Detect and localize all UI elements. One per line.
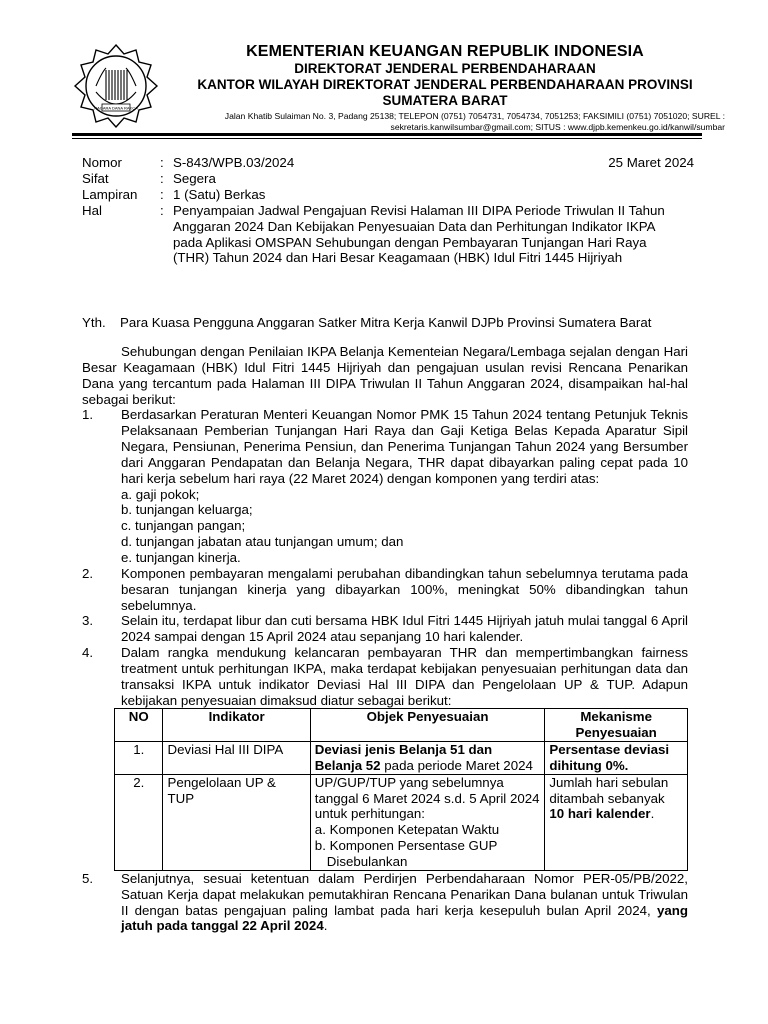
mekanisme-bold: 10 hari kalender [549,806,651,822]
letter-body [82,344,688,934]
table-row [115,774,688,870]
addressee [82,315,702,331]
header-indikator: Indikator [163,709,310,742]
lampiran-label: Lampiran [82,186,138,202]
cell-mekanisme: Persentase deviasi dihitung 0%. [545,742,688,775]
mekanisme-text: Jumlah hari sebulan ditambah sebanyak [549,774,669,806]
hal-value: Penyampaian Jadwal Pengajuan Revisi Halaman III DIPA Periode Triwulan II Tahun Anggaran 2024 Dan Kebijakan Penyesuaian Data dan Perhitungan Indikator IKPA pada Aplikasi OMSPAN Sehubungan dengan Pembayaran Tunjangan Hari Raya (THR) Tahun 2024 dan Hari Besar Keagamaan (HBK) Idul Fitri 1445 Hijriyah [173,202,665,266]
list-item-3 [82,613,688,645]
lampiran-value: 1 (Satu) Berkas [173,186,266,202]
meta-nomor [82,155,694,171]
objek-bold: Deviasi jenis Belanja 51 dan Belanja 52 [314,742,493,773]
letter-date: 25 Maret 2024 [608,155,694,170]
item-number: 1. [82,407,94,423]
item-text-container [121,871,688,934]
sub-item-a: a. gaji pokok; [121,486,200,502]
header-divider-thick [72,133,702,136]
item-number: 2. [82,565,94,581]
item-text: Selain itu, terdapat libur dan cuti bersama HBK Idul Fitri 1445 Hijriyah jatuh mulai tanggal 6 April 2024 sampai dengan 15 April 2024 atau sepanjang 10 hari kalender. [121,613,688,645]
objek-line1: UP/GUP/TUP yang sebelumnya tanggal 6 Maret 2024 s.d. 5 April 2024 untuk perhitungan: [314,774,540,822]
sub-item-b: b. tunjangan keluarga; [121,502,253,518]
letterhead [165,42,725,133]
header-no: NO [115,709,163,742]
meta-sifat [82,171,694,187]
colon: : [160,202,164,218]
list-item-4 [82,645,688,708]
hal-label: Hal [82,202,102,218]
list-item-2 [82,566,688,614]
letter-meta [82,155,694,266]
header-mekanisme: Mekanisme Penyesuaian [545,709,688,742]
item-text: Berdasarkan Peraturan Menteri Keuangan Nomor PMK 15 Tahun 2024 tentang Petunjuk Teknis Pelaksanaan Pemberian Tunjangan Hari Raya dan Gaji Ketiga Belas Kepada Aparatur Sipil Negara, Pensiunan, Penerima Pensiun, dan Penerima Tunjangan Tahun 2024 yang Bersumber dari Anggaran Pendapatan dan Belanja Negara, THR dapat dibayarkan paling cepat pada 10 hari kerja sebelum hari raya (22 Maret 2024) dengan komponen yang terdiri atas: [121,407,688,486]
office-name-line1: KANTOR WILAYAH DIREKTORAT JENDERAL PERBENDAHARAAN PROVINSI [197,77,693,92]
directorate-name: DIREKTORAT JENDERAL PERBENDAHARAAN [294,61,596,76]
header-divider-thin [72,138,702,139]
addressee-value: Para Kuasa Pengguna Anggaran Satker Mitra Kerja Kanwil DJPb Provinsi Sumatera Barat [120,315,652,330]
nomor-label: Nomor [82,155,122,170]
table-row [115,742,688,775]
address-line2: sekretaris.kanwilsumbar@gmail.com; SITUS : www.djpb.kemenkeu.go.id/kanwil/sumbar [390,122,725,132]
list-item-5 [82,871,688,934]
intro-paragraph: Sehubungan dengan Penilaian IKPA Belanja Kementeian Negara/Lembaga sejalan dengan Hari Besar Keagamaan (HBK) Idul Fitri 1445 Hijriyah dan pengajuan usulan revisi Rencana Penarikan Dana yang tercantum pada Halaman III DIPA Triwulan II Tahun Anggaran 2024, disampaikan hal-hal sebagai berikut: [82,344,688,407]
item-number: 5. [82,870,94,886]
mekanisme-end: . [650,806,655,822]
colon: : [160,170,164,186]
cell-no: 1. [115,742,163,775]
ministry-name: KEMENTERIAN KEUANGAN REPUBLIK INDONESIA [246,43,644,60]
sifat-label: Sifat [82,170,109,186]
objek-b2: Disebulankan [326,854,408,869]
cell-indikator: Pengelolaan UP & TUP [163,774,310,870]
meta-lampiran [82,187,694,203]
cell-objek [310,742,545,775]
adjustment-table [114,708,688,870]
cell-mekanisme [545,774,688,870]
objek-rest: pada periode Maret 2024 [380,757,533,773]
item-number: 3. [82,613,94,629]
deadline-bold: yang jatuh pada tanggal 22 April 2024 [121,902,688,934]
cell-no: 2. [115,774,163,870]
colon: : [160,155,164,170]
addressee-label: Yth. [82,315,106,330]
logo-motto: NAGARA DANA RAKCA [94,105,138,111]
cell-objek [310,774,545,870]
office-name-line2: SUMATERA BARAT [382,93,508,108]
sifat-value: Segera [173,170,216,186]
item-text: Selanjutnya, sesuai ketentuan dalam Perdirjen Perbendaharaan Nomor PER-05/PB/2022, Satuan Kerja dapat melakukan pemutakhiran Rencana Penarikan Dana bulanan untuk Triwulan II dengan batas pengajuan paling lambat pada hari kerja kesepuluh bulan April 2024, [121,870,688,918]
sub-item-d: d. tunjangan jabatan atau tunjangan umum; dan [121,534,404,550]
item-end: . [323,918,328,934]
cell-indikator: Deviasi Hal III DIPA [163,742,310,775]
nomor-value: S-843/WPB.03/2024 [173,155,295,170]
item-number: 4. [82,645,94,661]
table-header-row [115,709,688,742]
header-objek: Objek Penyesuaian [310,709,545,742]
objek-b: b. Komponen Persentase GUP [314,838,498,854]
sub-item-c: c. tunjangan pangan; [121,518,246,534]
address-line1: Jalan Khatib Sulaiman No. 3, Padang 25138; TELEPON (0751) 7054731, 7054734, 7051253; FAKSIMILI (0751) 7051020; SUREL : [224,111,725,121]
sub-item-e: e. tunjangan kinerja. [121,549,241,565]
meta-hal [82,203,694,267]
ministry-logo-icon [72,42,160,130]
colon: : [160,186,164,202]
item-text: Komponen pembayaran mengalami perubahan dibandingkan tahun sebelumnya terutama pada besaran tunjangan kinerja yang dibayarkan 100%, meningkat 50% dibandingkan tahun sebelumnya. [121,565,688,613]
item-text: Dalam rangka mendukung kelancaran pembayaran THR dan mempertimbangkan fairness treatment untuk perhitungan IKPA, maka terdapat kebijakan penyesuaian perhitungan data dan transaksi IKPA untuk indikator Deviasi Hal III DIPA dan Pengelolaan UP & TUP. Adapun kebijakan penyesuaian dimaksud diatur sebagai berikut: [121,645,688,708]
list-item-1 [82,407,688,565]
objek-a: a. Komponen Ketepatan Waktu [314,822,500,838]
